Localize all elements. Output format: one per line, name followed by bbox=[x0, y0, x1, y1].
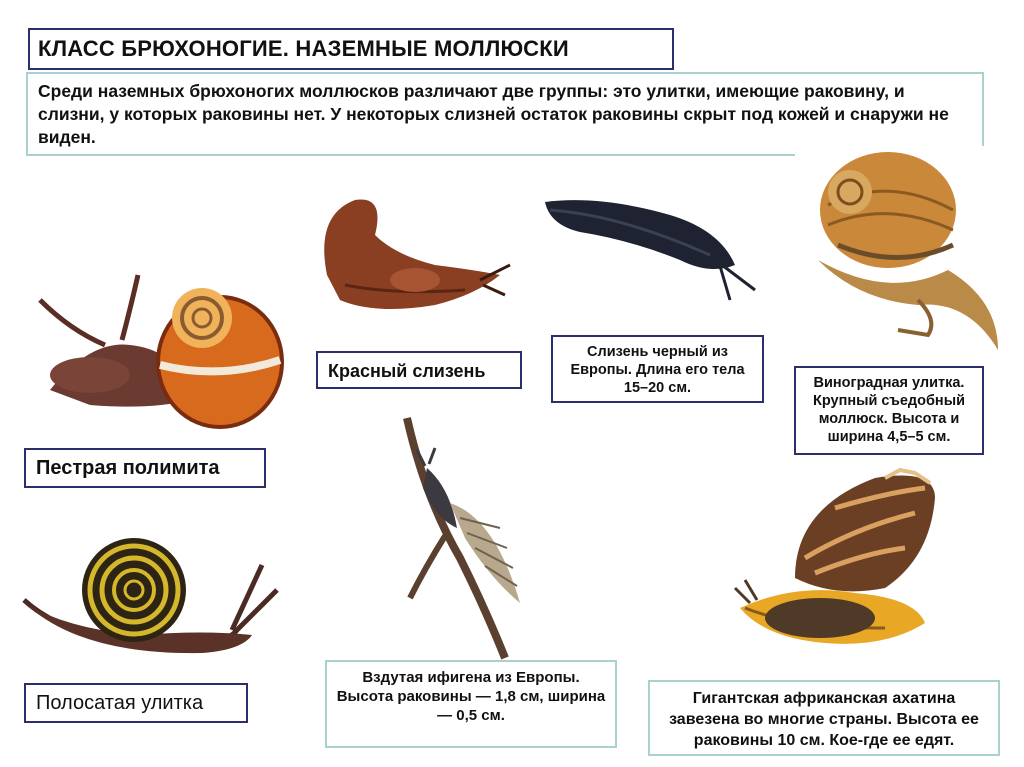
caption-iphigena: Вздутая ифигена из Европы. Высота раковины — 1,8 см, ширина — 0,5 см. bbox=[325, 660, 617, 748]
polymita-snail-illustration bbox=[30, 270, 280, 435]
label-red-slug: Красный слизень bbox=[316, 351, 522, 389]
red-slug-illustration bbox=[315, 195, 515, 320]
label-striped-snail: Полосатая улитка bbox=[24, 683, 248, 723]
iphigena-snail-illustration bbox=[395, 418, 530, 658]
page-title: КЛАСС БРЮХОНОГИЕ. НАЗЕМНЫЕ МОЛЛЮСКИ bbox=[28, 28, 674, 70]
caption-grape-snail: Виноградная улитка. Крупный съедобный моллюск. Высота и ширина 4,5–5 см. bbox=[794, 366, 984, 455]
intro-text: Среди наземных брюхоногих моллюсков различают две группы: это улитки, имеющие раковину, и слизни, у которых раковины нет. У некоторых слизней остаток раковины скрыт под кожей и снаружи не виден. bbox=[26, 72, 984, 156]
striped-snail-illustration bbox=[22, 535, 287, 670]
caption-black-slug: Слизень черный из Европы. Длина его тела 15–20 см. bbox=[551, 335, 764, 403]
black-slug-illustration bbox=[540, 190, 760, 305]
achatina-snail-illustration bbox=[735, 468, 940, 663]
label-polymita: Пестрая полимита bbox=[24, 448, 266, 488]
grape-snail-illustration bbox=[798, 150, 1008, 355]
caption-achatina: Гигантская африканская ахатина завезена во многие страны. Высота ее раковины 10 см. Кое-где ее едят. bbox=[648, 680, 1000, 756]
